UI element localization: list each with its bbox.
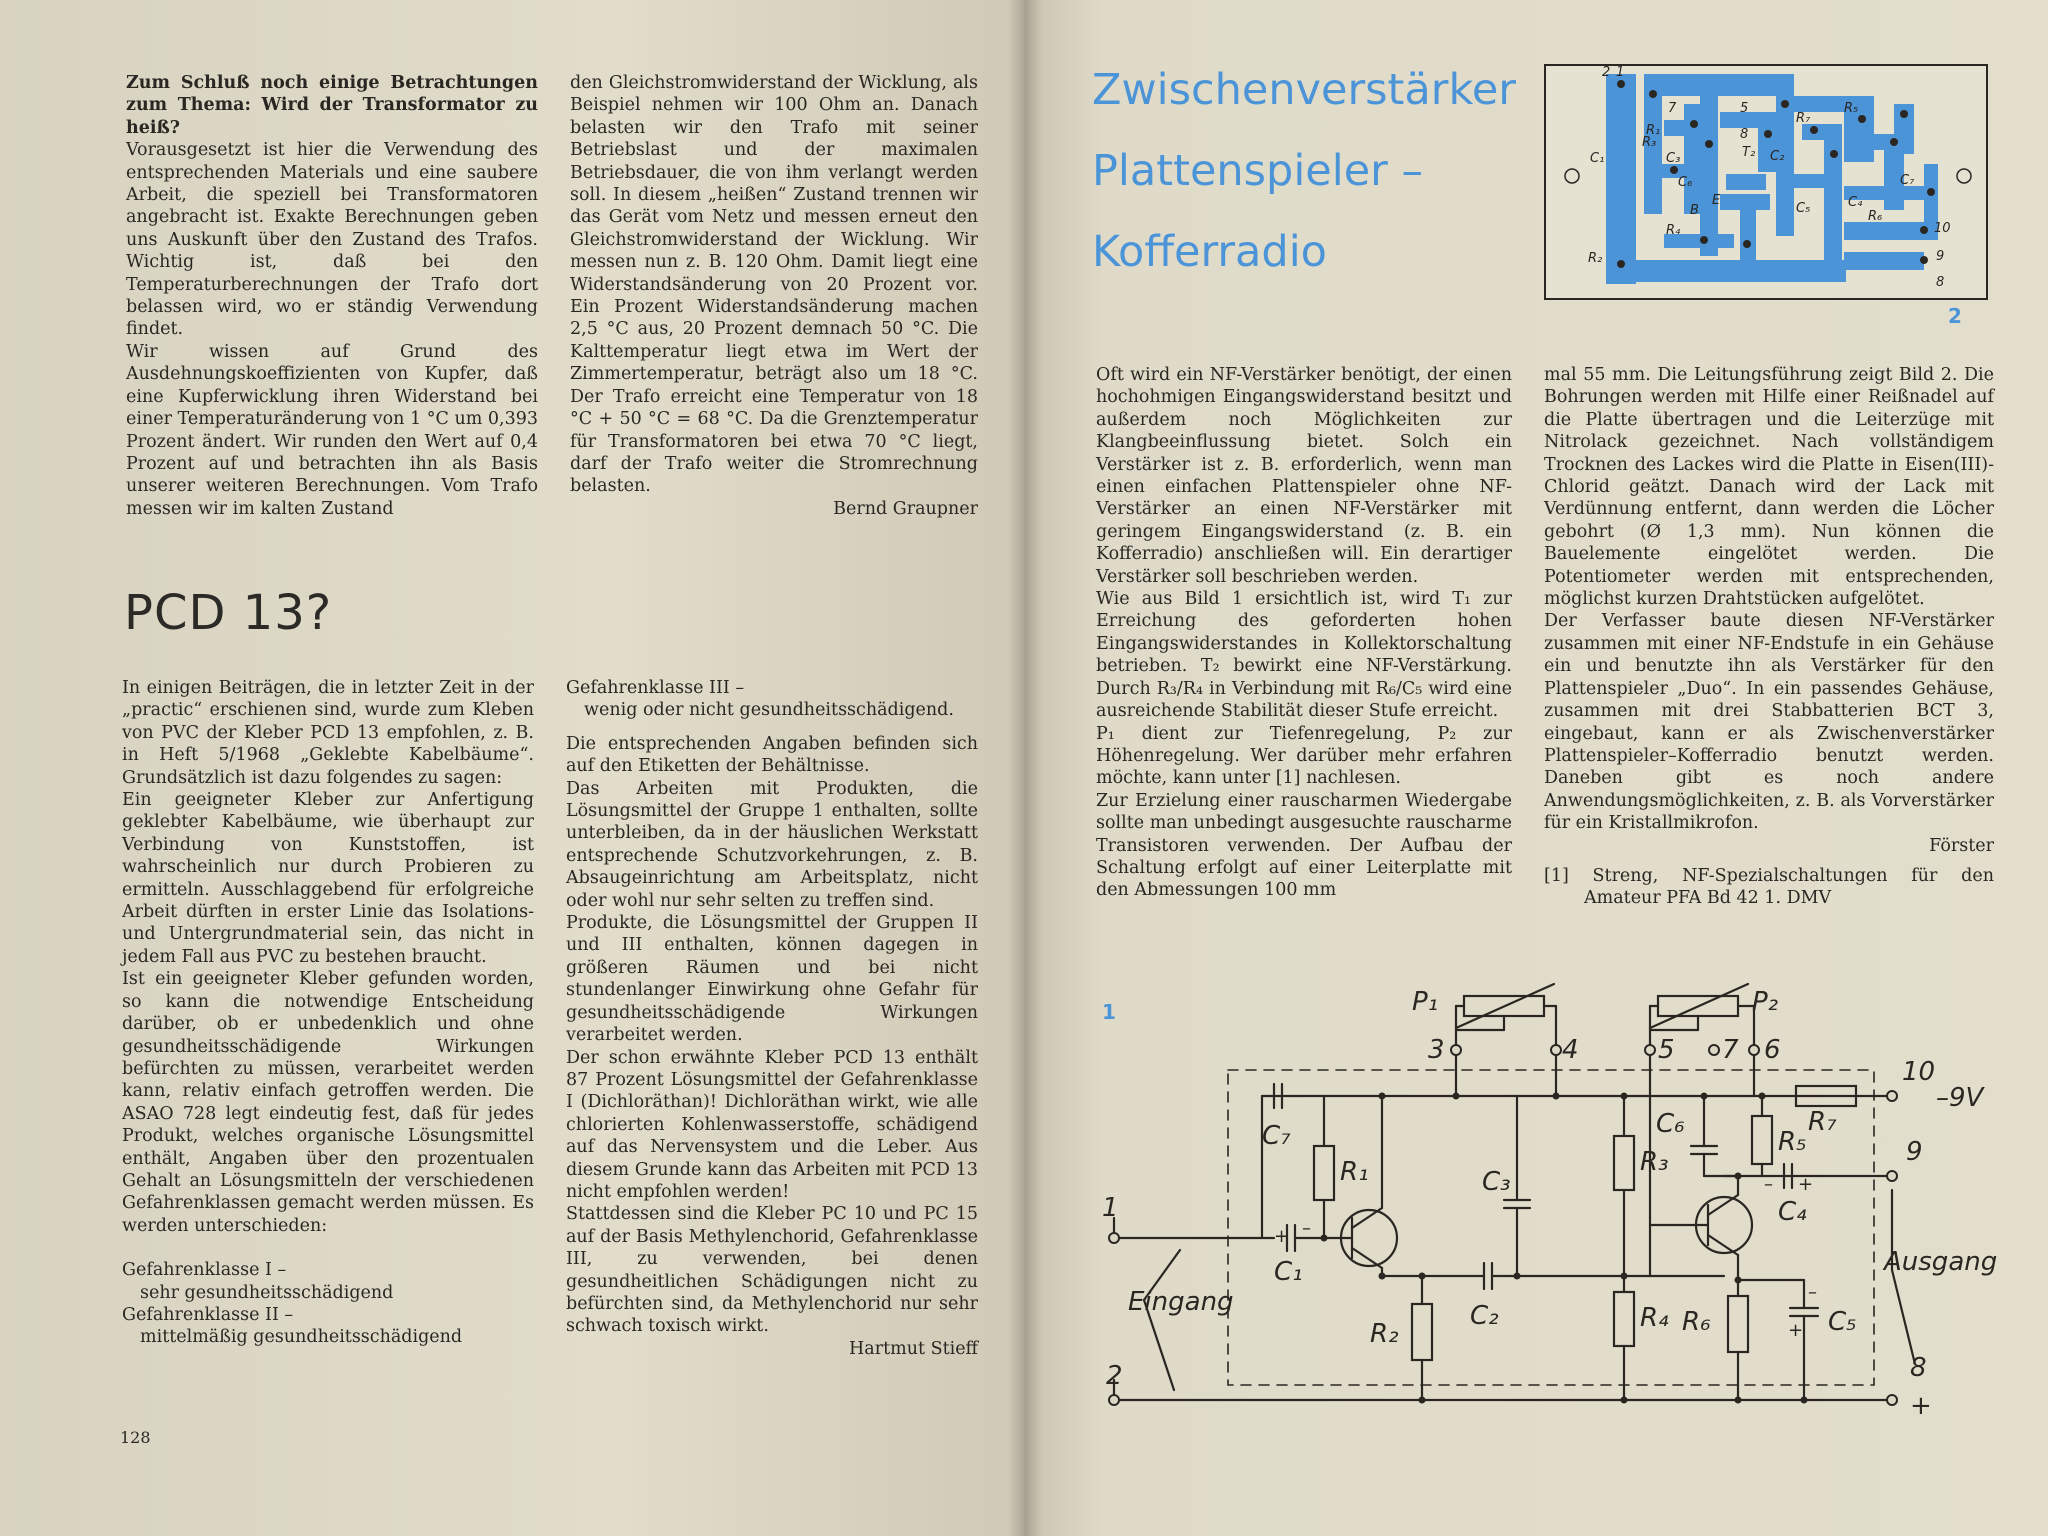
right-page <box>1024 0 2048 1536</box>
pcb-label: T₂ <box>1742 145 1756 160</box>
schematic-label: –9V <box>1936 1083 1984 1113</box>
schematic-label: P₂ <box>1752 987 1779 1017</box>
paragraph: mal 55 mm. Die Leitungsführung zeigt Bild 2. Die Bohrungen werden mit Hilfe einer Reißnadel auf die Platte übertragen und die Leiterzüge mit Nitrolack gezeichnet. Nach vollständigem Trocknen des Lackes wird die Platte in Eisen(III)-Chlorid geätzt. Danach wird der Lack mit Verdünnung entfernt, dann werden die Löcher gebohrt (Ø 1,3 mm). Nun können die Bauelemente eingelötet werden. Die Potentiometer werden mit entsprechenden, möglichst kurzen Drahtstücken aufgelötet. <box>1544 365 1994 610</box>
author-signature: Förster <box>1929 835 1994 856</box>
schematic-label: C₅ <box>1828 1307 1857 1337</box>
output-label: Ausgang <box>1884 1247 1998 1277</box>
polarity-sign: – <box>1764 1174 1773 1195</box>
paragraph: Ein geeigneter Kleber zur Anfertigung geklebter Kabelbäume, wie überhaupt zur Verbindung von Kunststoffen, ist wahrscheinlich nur durch Probieren zu ermitteln. Ausschlaggebend für erfolgreiche Arbeit dürften in erster Linie das Isolations- und Untergrundmaterial sein, das nicht in jedem Fall aus PVC zu bestehen braucht. <box>122 790 534 967</box>
pcb-label: R₂ <box>1588 251 1603 266</box>
pcb-label: R₇ <box>1796 111 1811 126</box>
schematic-label: R₆ <box>1682 1307 1711 1337</box>
schematic-label: R₁ <box>1340 1157 1369 1187</box>
heading-line: Kofferradio <box>1092 227 1327 277</box>
hazard-class-list <box>122 1259 534 1349</box>
pcb-label: C₁ <box>1590 151 1605 166</box>
schematic-label: 7 <box>1722 1035 1739 1065</box>
hazard-class-desc: sehr gesundheitsschädigend <box>140 1282 394 1303</box>
schematic-label: R₅ <box>1778 1127 1807 1157</box>
paragraph: Zur Erzielung einer rauscharmen Wiedergabe sollte man unbedingt ausgesuchte rauscharme Transistoren verwenden. Der Aufbau der Schaltung erfolgt auf einer Leiterplatte mit den Abmessungen 100 mm <box>1096 790 1512 901</box>
bottom-article-column-2 <box>566 677 978 1360</box>
polarity-sign: + <box>1274 1226 1290 1247</box>
circuit-schematic <box>1084 980 2014 1430</box>
paragraph: P₁ dient zur Tiefenregelung, P₂ zur Höhenregelung. Wer darüber mehr erfahren möchte, kann unter [1] nachlesen. <box>1096 723 1512 789</box>
heading-line: Plattenspieler – <box>1092 146 1424 196</box>
pcb-label: R₆ <box>1868 209 1883 224</box>
top-article-column-2 <box>570 72 978 520</box>
schematic-label: 4 <box>1562 1035 1579 1065</box>
pcb-label: B <box>1690 203 1699 218</box>
page-number: 128 <box>120 1428 151 1447</box>
paragraph: Vorausgesetzt ist hier die Verwendung des entsprechenden Materials und eine saubere Arbeit, die speziell bei Transformatoren angebracht ist. Exakte Berechnungen geben uns Auskunft über den Zustand des Trafos. Wichtig ist, daß bei den Temperaturberechnungen der Trafo dort belassen wird, wo er ständig Verwendung findet. <box>126 140 538 340</box>
heading-line: Zwischenverstärker <box>1092 65 1516 115</box>
pcb-label: C₇ <box>1900 173 1915 188</box>
pcb-label: E <box>1712 193 1721 208</box>
figure-number: 2 <box>1948 304 1962 328</box>
pcb-label: C₄ <box>1848 195 1863 210</box>
schematic-label: 9 <box>1906 1137 1923 1167</box>
pcb-layout-figure <box>1544 64 1988 300</box>
paragraph: Oft wird ein NF-Verstärker benötigt, der einen hochohmigen Eingangswiderstand besitzt und außerdem noch Möglichkeiten zur Klangbeeinflussung bietet. Solch ein Verstärker ist z. B. erforderlich, wenn man einen einfachen Plattenspieler ohne NF-Verstärker an einen NF-Verstärker mit geringem Eingangswiderstand (z. B. ein Kofferradio) anschließen will. Ein derartiger Verstärker soll beschrieben werden. <box>1096 365 1512 587</box>
paragraph: den Gleichstromwiderstand der Wicklung, als Beispiel nehmen wir 100 Ohm an. Danach belasten wir den Trafo mit seiner Betriebslast und der maximalen Betriebsdauer, die von ihm verlangt werden soll. In diesem „heißen“ Zustand trennen wir das Gerät vom Netz und messen erneut den Gleichstromwiderstand der Wicklung. Wir messen nun z. B. 120 Ohm. Damit liegt eine Widerstandsänderung von 20 Prozent vor. Ein Prozent Widerstandsänderung machen 2,5 °C aus, 20 Prozent demnach 50 °C. Die Kalttemperatur liegt etwa im Wert der Zimmertemperatur, beträgt also um 18 °C. Der Trafo erreicht eine Temperatur von 18 °C + 50 °C = 68 °C. Da die Grenztemperatur für Transformatoren bei etwa 70 °C liegt, darf der Trafo weiter die Stromrechnung belasten. <box>570 73 978 497</box>
pcb-terminal-label: 9 <box>1936 249 1945 264</box>
junction-dots <box>1321 1093 1808 1404</box>
reference-entry: [1] Streng, NF-Spezialschaltungen für den Amateur PFA Bd 42 1. DMV <box>1544 865 1994 909</box>
hazard-class-name: Gefahrenklasse II – <box>122 1304 294 1325</box>
right-article-column-1 <box>1096 364 1512 902</box>
schematic-label: P₁ <box>1412 987 1439 1017</box>
bottom-article-column-1 <box>122 677 534 1349</box>
schematic-label: 10 <box>1902 1057 1936 1087</box>
hazard-class-desc: wenig oder nicht gesundheitsschädigend. <box>584 700 954 721</box>
paragraph: Der Verfasser baute diesen NF-Verstärker zusammen mit einer NF-Endstufe in ein Gehäuse ein und benutzte ihn als Verstärker für den Plattenspieler „Duo“. In ein passendes Gehäuse, zusammen mit drei Stabbatterien BCT 3, eingebaut, kann er als Zwischenverstärker Plattenspieler–Kofferradio benutzt werden. Daneben gibt es noch andere Anwendungsmöglichkeiten, z. B. als Vorverstärker für ein Kristallmikrofon. <box>1544 611 1994 834</box>
right-article-column-2 <box>1544 364 1994 910</box>
pcb-label: C₃ <box>1666 151 1681 166</box>
pcb-label: 5 <box>1740 101 1749 116</box>
schematic-label: R₄ <box>1640 1303 1669 1333</box>
paragraph: Produkte, die Lösungsmittel der Gruppen II und III enthalten, können dagegen in größeren Räumen und bei nicht stundenlanger Einwirkung ohne Gefahr für gesundheitsschädigende Wirkungen verarbeitet werden. <box>566 913 978 1046</box>
pcb-label: R₅ <box>1844 101 1859 116</box>
schematic-label: 8 <box>1910 1353 1927 1383</box>
hazard-class-desc: mittelmäßig gesundheitsschädigend <box>140 1327 463 1348</box>
pcb-label: R₁ <box>1646 123 1661 138</box>
schematic-label: 5 <box>1658 1035 1675 1065</box>
pcb-label: C₂ <box>1770 149 1785 164</box>
schematic-label: C₆ <box>1656 1109 1685 1139</box>
paragraph: Wie aus Bild 1 ersichtlich ist, wird T₁ zur Erreichung des geforderten hohen Eingangswiderstandes in Kollektorschaltung betrieben. T₂ bewirkt eine NF-Verstärkung. Durch R₃/R₄ in Verbindung mit R₆/C₅ wird eine ausreichende Stabilität dieser Stufe erreicht. <box>1096 589 1512 722</box>
hazard-class-name: Gefahrenklasse I – <box>122 1260 287 1281</box>
schematic-label: R₂ <box>1370 1319 1399 1349</box>
hazard-class-name: Gefahrenklasse III – <box>566 678 745 698</box>
schematic-label: R₇ <box>1808 1107 1837 1137</box>
author-signature: Hartmut Stieff <box>849 1338 978 1359</box>
pcb-terminal-label: 10 <box>1934 221 1951 236</box>
paragraph: Wir wissen auf Grund des Ausdehnungskoeffizienten von Kupfer, daß eine Kupferwicklung ihren Widerstand bei einer Temperaturänderung von 1 °C um 0,393 Prozent ändert. Wir runden den Wert auf 0,4 Prozent auf und betrachten ihn als Basis unserer weiteren Berechnungen. Vom Trafo messen wir im kalten Zustand <box>126 341 538 519</box>
polarity-sign: – <box>1302 1218 1311 1239</box>
paragraph: Zum Schluß noch einige Betrachtungen zum Thema: Wird der Transformator zu heiß? <box>126 73 538 138</box>
schematic-label: 2 <box>1106 1361 1123 1391</box>
polarity-sign: + <box>1798 1174 1814 1195</box>
schematic-label: C₇ <box>1262 1121 1291 1151</box>
top-article-column-1 <box>126 72 538 520</box>
schematic-label: 3 <box>1428 1035 1445 1065</box>
schematic-label: 1 <box>1102 1193 1119 1223</box>
schematic-label: C₄ <box>1778 1197 1807 1227</box>
pcb-label: R₄ <box>1666 223 1681 238</box>
book-gutter <box>1008 0 1042 1536</box>
paragraph: Stattdessen sind die Kleber PC 10 und PC 15 auf der Basis Methylenchorid, Gefahrenklasse III, zu verwenden, bei denen gesundheitlichen Schädigungen nicht zu befürchten sind, da Methylenchorid nur sehr schwach toxisch wirkt. <box>566 1204 978 1337</box>
schematic-label: 6 <box>1764 1035 1781 1065</box>
pcb-label: 8 <box>1740 127 1749 142</box>
input-label: Eingang <box>1128 1287 1234 1317</box>
paragraph: Das Arbeiten mit Produkten, die Lösungsmittel der Gruppe 1 enthalten, sollte unterbleiben, da in der häuslichen Werkstatt entsprechende Schutzvorkehrungen, z. B. Absaugeinrichtung am Arbeitsplatz, nicht oder wohl nur sehr selten zu treffen sind. <box>566 778 978 911</box>
author-signature: Bernd Graupner <box>833 498 978 519</box>
pcb-label: R₃ <box>1642 135 1657 150</box>
paragraph: Der schon erwähnte Kleber PCD 13 enthält 87 Prozent Lösungsmittel der Gefahrenklasse I (Dichloräthan)! Dichloräthan wirkt, wie alle chlorierten Kohlenwasserstoffe, schädigend auf das Nervensystem und die Leber. Aus diesem Grunde kann das Arbeiten mit PCD 13 nicht empfohlen werden! <box>566 1047 978 1202</box>
pcb-label: C₅ <box>1796 201 1811 216</box>
article-heading: PCD 13? <box>124 585 333 641</box>
paragraph: Die entsprechenden Angaben befinden sich auf den Etiketten der Behältnisse. <box>566 733 978 777</box>
paragraph: Ist ein geeigneter Kleber gefunden worden, so kann die notwendige Entscheidung darüber, ob er unbedenklich und ohne gesundheitsschädigende Wirkungen befürchten zu müssen, verarbeitet werden kann, relativ einfach getroffen werden. Die ASAO 728 legt eindeutig fest, daß für jedes Produkt, welches organische Lösungsmittel enthält, Angaben über den prozentualen Gehalt an Lösungsmitteln der verschiedenen Gefahrenklassen gemacht werden müssen. Es werden unterschieden: <box>122 969 534 1236</box>
schematic-label: C₂ <box>1470 1301 1499 1331</box>
pcb-label: 2 <box>1602 65 1611 80</box>
paragraph: In einigen Beiträgen, die in letzter Zeit in der „practic“ erschienen sind, wurde zum Kleben von PVC der Kleber PCD 13 empfohlen, z. B. in Heft 5/1968 „Geklebte Kabelbäume“. Grundsätzlich ist dazu folgendes zu sagen: <box>122 678 534 788</box>
schematic-label: R₃ <box>1640 1147 1669 1177</box>
schematic-label: C₃ <box>1482 1167 1511 1197</box>
pcb-label: 1 <box>1616 65 1625 80</box>
pcb-label: 7 <box>1668 101 1677 116</box>
schematic-label: C₁ <box>1274 1257 1303 1287</box>
pcb-terminal-label: 8 <box>1936 275 1945 290</box>
figure-number: 1 <box>1102 1000 1116 1024</box>
polarity-sign: – <box>1808 1282 1817 1303</box>
pcb-label: C₆ <box>1678 175 1693 190</box>
article-heading <box>1092 50 1516 293</box>
polarity-sign: + <box>1788 1320 1804 1341</box>
polarity-sign: + <box>1910 1391 1932 1421</box>
